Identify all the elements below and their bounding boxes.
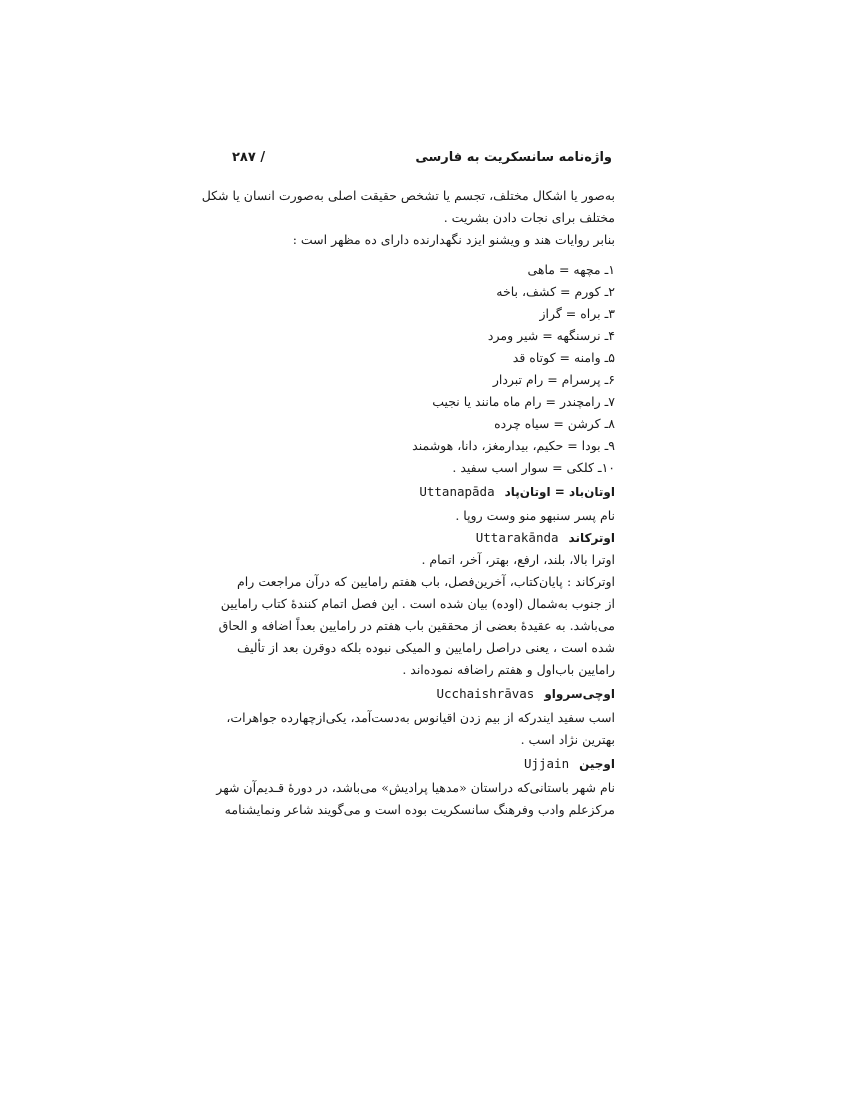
- intro-line-1: به‌صور یا اشکال مختلف، تجسم یا تشخص حقیقت اصلی به‌صورت انسان یا شکل: [201, 188, 615, 203]
- entry-headword-ujjain: [524, 756, 615, 772]
- definition-line: مرکزعلم وادب وفرهنگ سانسکریت بوده است و می‌گویند شاعر ونمایشنامه: [224, 802, 615, 817]
- headword-roman: Ucchaishrāvas: [436, 686, 535, 701]
- avatar-item-7: ۷ـ رامچندر = رام ماه مانند یا نجیب: [432, 394, 615, 409]
- definition-line: نام شهر باستانی‌که دراستان «مدهیا پرادیش» می‌باشد، در دورهٔ قـدیم‌آن شهر: [216, 780, 615, 795]
- definition-line: اوترا بالا، بلند، ارفع، بهتر، آخر، اتمام .: [421, 552, 615, 567]
- headword-persian: اوتان‌باد = اوتان‌پاد: [504, 485, 615, 499]
- avatar-item-4: ۴ـ نرسنگهه = شیر ومرد: [487, 328, 615, 343]
- book-title: واژه‌نامه سانسکریت به فارسی: [415, 150, 612, 165]
- headword-roman: Ujjain: [523, 756, 570, 771]
- headword-persian: اوجین: [579, 757, 615, 771]
- definition-line: از جنوب به‌شمال (اوده) بیان شده است . این فصل اتمام کنندهٔ کتاب رامایین: [220, 596, 615, 611]
- intro-line-2: مختلف برای نجات دادن بشریت .: [443, 210, 615, 225]
- avatar-item-6: ۶ـ پرسرام = رام تبردار: [492, 372, 615, 387]
- definition-line: می‌باشد. به عقیدهٔ بعضی از محققین باب هفتم در رامایین بعداً اضافه و الحاق: [218, 618, 615, 633]
- definition-line: اوترکاند : پایان‌کتاب، آخرین‌فصل، باب هفتم رامایین که درآن مراجعت رام: [237, 574, 615, 589]
- page-number: ۲۸۷ /: [232, 150, 266, 165]
- avatar-item-9: ۹ـ بودا = حکیم، بیدارمغز، دانا، هوشمند: [412, 438, 615, 453]
- definition-line: نام پسر سنبهو منو وست روپا .: [455, 508, 615, 523]
- avatar-item-10: ۱۰ـ کلکی = سوار اسب سفید .: [452, 460, 615, 475]
- avatar-item-3: ۳ـ براه = گراز: [539, 306, 615, 321]
- definition-line: رامایین باب‌اول و هفتم راضافه نموده‌اند .: [402, 662, 615, 677]
- avatar-item-1: ۱ـ مچهه = ماهی: [527, 262, 615, 277]
- definition-line: بهترین نژاد اسب .: [520, 732, 615, 747]
- entry-headword-uttanapada: [419, 484, 615, 500]
- entry-headword-ucchaishravas: [437, 686, 616, 702]
- headword-persian: اوترکاند: [568, 531, 615, 545]
- headword-roman: Uttanapāda: [419, 484, 495, 499]
- avatar-item-2: ۲ـ کورم = کشف، باخه: [496, 284, 615, 299]
- running-header: [232, 150, 612, 170]
- entry-headword-uttarakanda: [476, 530, 615, 546]
- avatar-item-5: ۵ـ وامنه = کوتاه قد: [512, 350, 615, 365]
- definition-line: شده است ، یعنی دراصل رامایین و المیکی نبوده بلکه دوقرن بعد از تألیف: [237, 640, 615, 655]
- headword-roman: Uttarakānda: [475, 530, 559, 545]
- definition-line: اسب سفید ایندرکه از بیم زدن اقیانوس به‌دست‌آمد، یکی‌ازچهارده جواهرات،: [226, 710, 615, 725]
- headword-persian: اوچی‌سرواو: [544, 687, 615, 701]
- avatar-item-8: ۸ـ کرشن = سیاه چرده: [494, 416, 615, 431]
- intro-line-3: بنابر روایات هند و ویشنو ایزد نگهدارنده دارای ده مظهر است :: [292, 232, 615, 247]
